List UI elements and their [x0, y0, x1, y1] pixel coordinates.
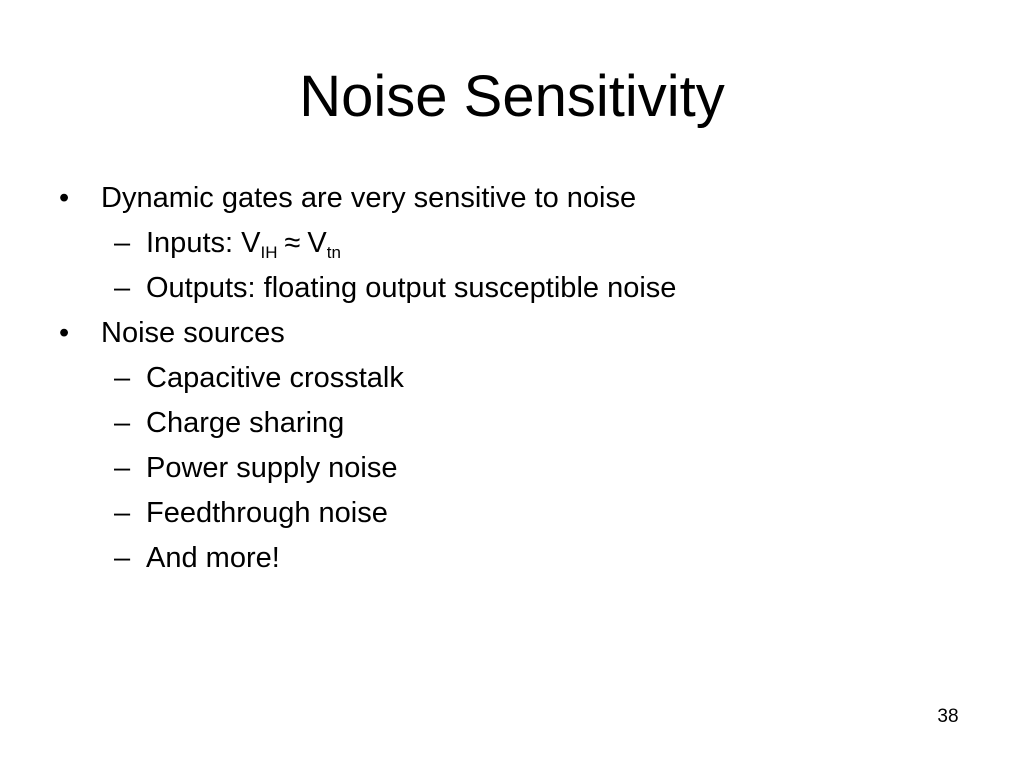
sub-bullet-item [56, 451, 956, 496]
bullet-text: Dynamic gates are very sensitive to noise [101, 182, 637, 214]
sub-bullet-item [56, 541, 956, 586]
dash-marker: – [114, 272, 131, 304]
bullet-item [56, 181, 956, 226]
vtn-subscript: tn [326, 243, 341, 262]
dash-marker: – [114, 452, 131, 484]
dash-marker: – [114, 407, 131, 439]
sub-bullet-item [56, 406, 956, 451]
bullet-text: Noise sources [101, 317, 285, 349]
bullet-item [56, 316, 956, 361]
sub-bullet-text: Power supply noise [146, 452, 398, 484]
dash-marker: – [114, 542, 131, 574]
vih-subscript: IH [260, 243, 278, 262]
sub-bullet-item [56, 361, 956, 406]
bullet-marker: • [59, 182, 70, 214]
vtn-label: V [307, 227, 327, 259]
inputs-label: Inputs: V [146, 227, 261, 259]
sub-bullet-item [56, 271, 956, 316]
sub-bullet-text: Capacitive crosstalk [146, 362, 404, 394]
dash-marker: – [114, 497, 131, 529]
sub-bullet-text: Outputs: floating output susceptible noise [146, 272, 677, 304]
bullet-marker: • [59, 317, 70, 349]
dash-marker: – [114, 227, 131, 259]
sub-bullet-text: Charge sharing [146, 407, 345, 439]
sub-bullet-text: Feedthrough noise [146, 497, 388, 529]
sub-bullet-item [56, 226, 956, 271]
sub-bullet-item [56, 496, 956, 541]
slide-title: Noise Sensitivity [299, 64, 725, 129]
sub-bullet-text: And more! [146, 542, 280, 574]
approx-symbol: ≈ [284, 227, 301, 259]
slide-content [56, 181, 956, 586]
page-number: 38 [937, 706, 959, 727]
dash-marker: – [114, 362, 131, 394]
